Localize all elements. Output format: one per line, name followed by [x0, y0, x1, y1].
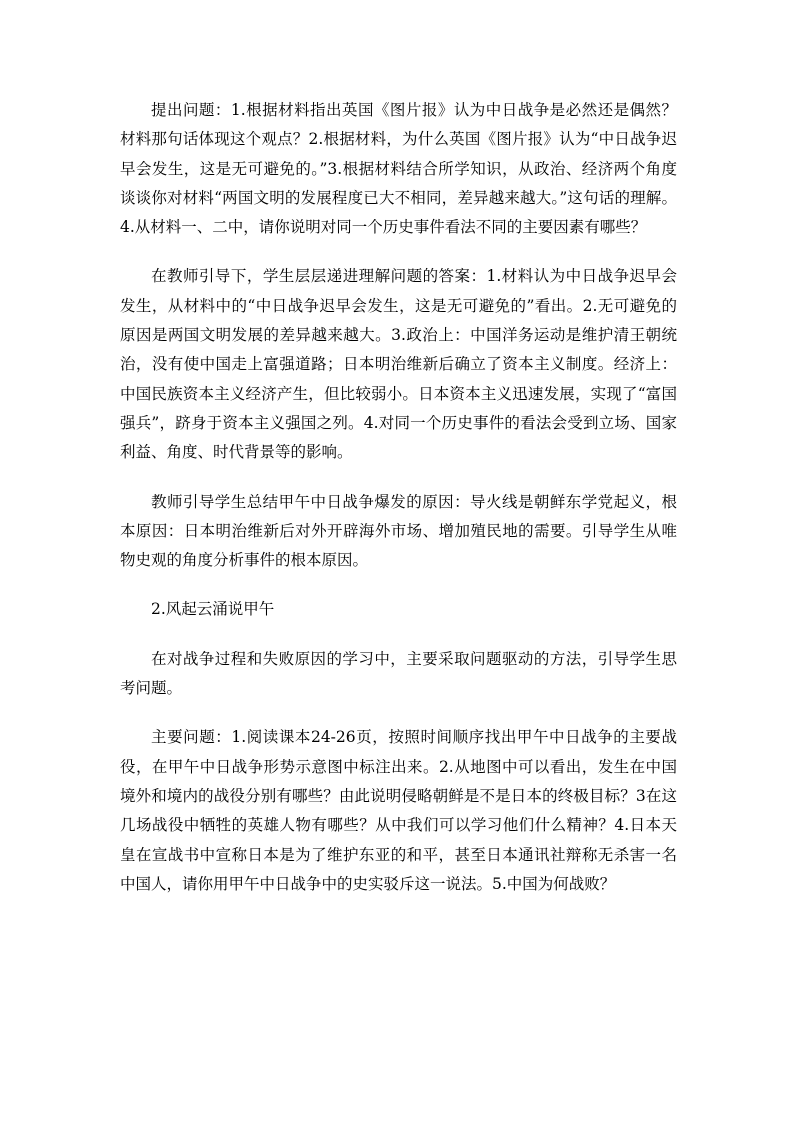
paragraph-main-questions: 主要问题：1.阅读课本24-26页，按照时间顺序找出甲午中日战争的主要战役，在甲午中日战争形势示意图中标注出来。2.从地图中可以看出，发生在中国境外和境内的战役分别有哪些？由此说明侵略朝鲜是不是日本的终极目标？3在这几场战役中牺牲的英雄人物有哪些？从中我们可以学习他们什么精神？4.日本天皇在宣战书中宣称日本是为了维护东亚的和平，甚至日本通讯社辩称无杀害一名中国人，请你用甲午中日战争中的史实驳斥这一说法。5.中国为何战败？ — [120, 728, 677, 893]
paragraph-answers: 在教师引导下，学生层层递进理解问题的答案：1.材料认为中日战争迟早会发生，从材料中的“中日战争迟早会发生，这是无可避免的”看出。2.无可避免的原因是两国文明发展的差异越来越大。3.政治上：中国洋务运动是维护清王朝统治，没有使中国走上富强道路；日本明治维新后确立了资本主义制度。经济上：中国民族资本主义经济产生，但比较弱小。日本资本主义迅速发展，实现了“富国强兵”，跻身于资本主义强国之列。4.对同一个历史事件的看法会受到立场、国家利益、角度、时代背景等的影响。 — [120, 267, 677, 462]
paragraph-method: 在对战争过程和失败原因的学习中，主要采取问题驱动的方法，引导学生思考问题。 — [120, 649, 677, 698]
paragraph-questions: 提出问题：1.根据材料指出英国《图片报》认为中日战争是必然还是偶然？材料那句话体现这个观点？2.根据材料，为什么英国《图片报》认为“中日战争迟早会发生，这是无可避免的。”3.根据材料结合所学知识，从政治、经济两个角度谈谈你对材料“两国文明的发展程度已大不相同，差异越来越大。”这句话的理解。4.从材料一、二中，请你说明对同一个历史事件看法不同的主要因素有哪些？ — [120, 101, 677, 237]
document-body — [120, 96, 677, 919]
section-heading: 2.风起云涌说甲午 — [151, 600, 275, 619]
paragraph-causes: 教师引导学生总结甲午中日战争爆发的原因：导火线是朝鲜东学党起义，根本原因：日本明治维新后对外开辟海外市场、增加殖民地的需要。引导学生从唯物史观的角度分析事件的根本原因。 — [120, 492, 677, 570]
